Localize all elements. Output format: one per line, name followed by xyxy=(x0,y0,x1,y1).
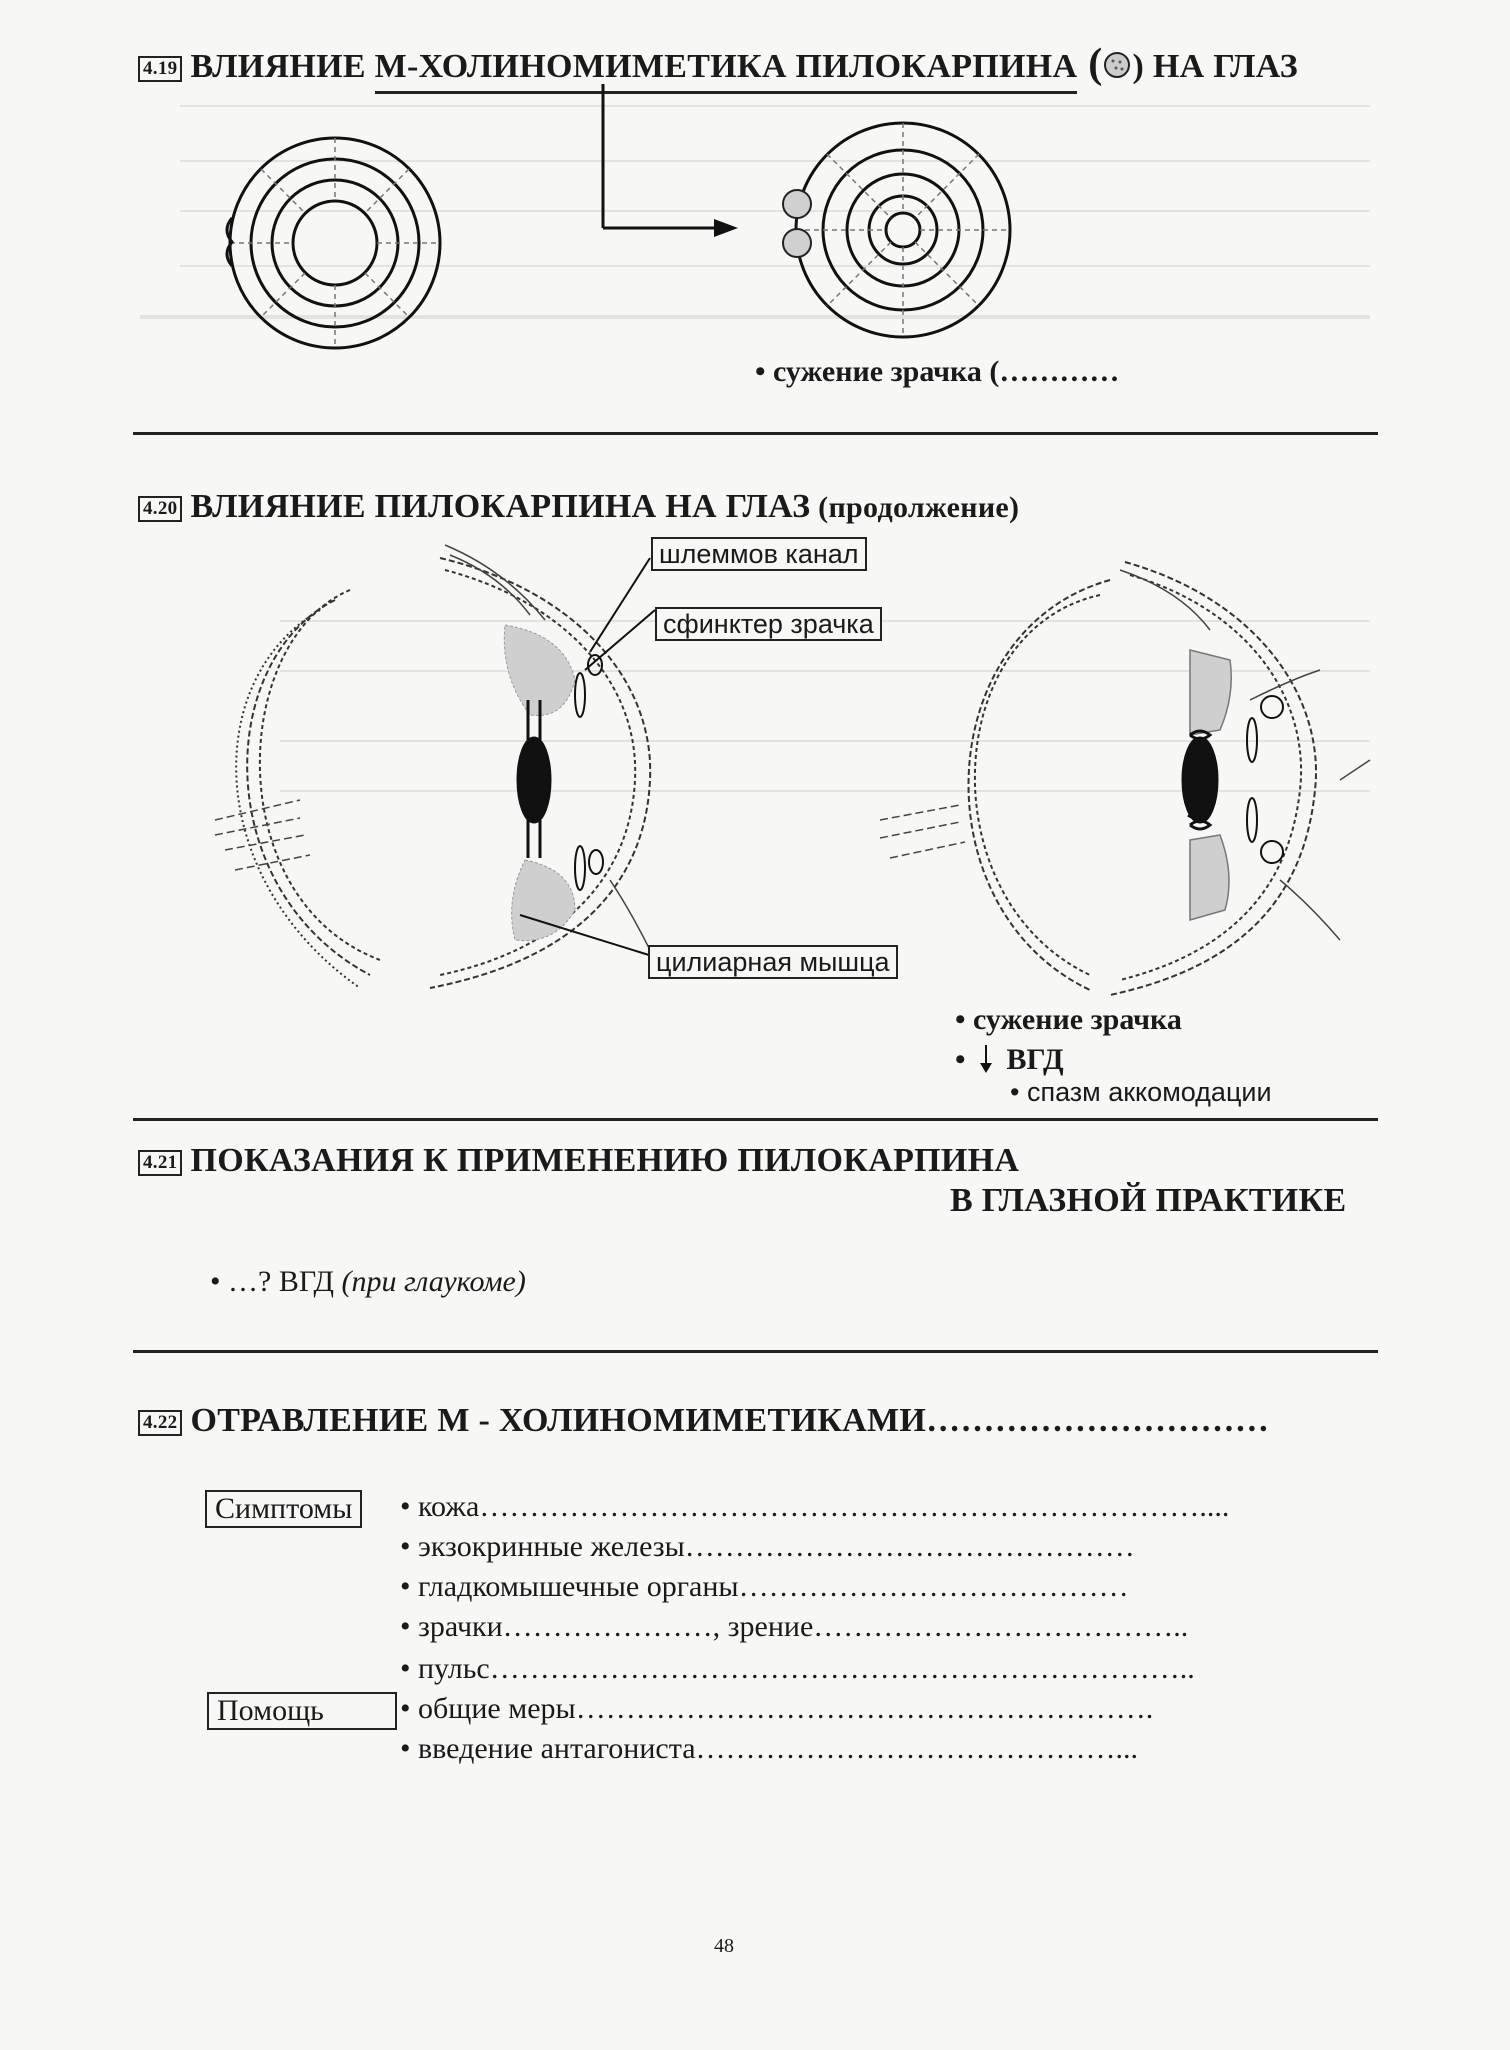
symptom-row-glands: • экзокринные железы……………………………………… xyxy=(400,1530,1135,1563)
pupil-constriction-note: • сужение зрачка (………… xyxy=(755,355,1120,388)
indication-note: (при глаукоме) xyxy=(341,1265,526,1298)
iris-after xyxy=(796,123,1010,337)
arrow-head-icon xyxy=(714,219,738,237)
heading-part: ) НА ГЛАЗ xyxy=(1132,48,1298,85)
heading-suffix: (продолжение) xyxy=(810,491,1020,524)
heading-part: ВЛИЯНИЕ xyxy=(190,48,375,85)
section-4-20-heading xyxy=(138,488,1019,526)
section-number: 4.19 xyxy=(138,56,182,82)
iris-sphincter-before xyxy=(575,655,603,890)
down-arrow-icon xyxy=(977,1043,995,1075)
section-4-21-heading-line2: В ГЛАЗНОЙ ПРАКТИКЕ xyxy=(950,1182,1347,1219)
page-number: 48 xyxy=(714,1935,734,1957)
heading-text: ВЛИЯНИЕ ПИЛОКАРПИНА НА ГЛАЗ xyxy=(190,488,811,525)
help-row-general: • общие меры…………………………………………………. xyxy=(400,1692,1154,1725)
iop-decrease-note xyxy=(955,1043,1064,1077)
section-divider xyxy=(133,1350,1378,1353)
section-divider xyxy=(133,1118,1378,1121)
schlemm-canal-label: шлеммов канал xyxy=(651,537,867,571)
lens-after xyxy=(1183,731,1217,829)
symptom-row-smooth-muscle: • гладкомышечные органы………………………………… xyxy=(400,1570,1129,1603)
section-divider xyxy=(133,432,1378,435)
help-row-antagonist: • введение антагониста……………………………………... xyxy=(400,1732,1139,1765)
eye-after xyxy=(880,562,1370,995)
section-4-22-heading xyxy=(138,1402,1269,1440)
bullet: • xyxy=(955,1043,966,1076)
section-4-21-heading xyxy=(138,1142,1019,1180)
heading-text: ОТРАВЛЕНИЕ М - ХОЛИНОМИМЕТИКАМИ………………………… xyxy=(190,1402,1270,1439)
accommodation-spasm-note: • спазм аккомодации xyxy=(1010,1077,1272,1107)
pupil-sphincter-label: сфинктер зрачка xyxy=(655,607,882,641)
iris-sphincter-after xyxy=(1247,696,1283,863)
help-tag: Помощь xyxy=(207,1692,397,1730)
heading-underlined-part: М-ХОЛИНОМИМЕТИКА ПИЛОКАРПИНА xyxy=(375,48,1078,94)
iris-before xyxy=(227,138,440,348)
section-number: 4.22 xyxy=(138,1410,182,1436)
symptom-row-skin: • кожа……………………………………………………………….... xyxy=(400,1490,1230,1523)
iop-text: ВГД xyxy=(1006,1043,1064,1076)
lens-before xyxy=(518,700,550,858)
pupil-constriction-note: • сужение зрачка xyxy=(955,1003,1182,1036)
arrow-connector xyxy=(603,84,720,228)
indication-item xyxy=(210,1265,526,1299)
section-number: 4.21 xyxy=(138,1150,182,1176)
symptoms-tag: Симптомы xyxy=(205,1490,362,1528)
heading-text-line1: ПОКАЗАНИЯ К ПРИМЕНЕНИЮ ПИЛОКАРПИНА xyxy=(190,1142,1020,1179)
section-number: 4.20 xyxy=(138,496,182,522)
indication-text: • …? ВГД xyxy=(210,1265,342,1298)
eye-before xyxy=(215,545,650,988)
symptom-row-pulse: • пульс…………………………………………………………….. xyxy=(400,1652,1195,1685)
ciliary-muscle-label: цилиарная мышца xyxy=(648,945,898,979)
heading-part: ( xyxy=(1077,41,1103,87)
symptom-row-pupils-vision: • зрачки…………………, зрение……………………………….. xyxy=(400,1610,1189,1643)
